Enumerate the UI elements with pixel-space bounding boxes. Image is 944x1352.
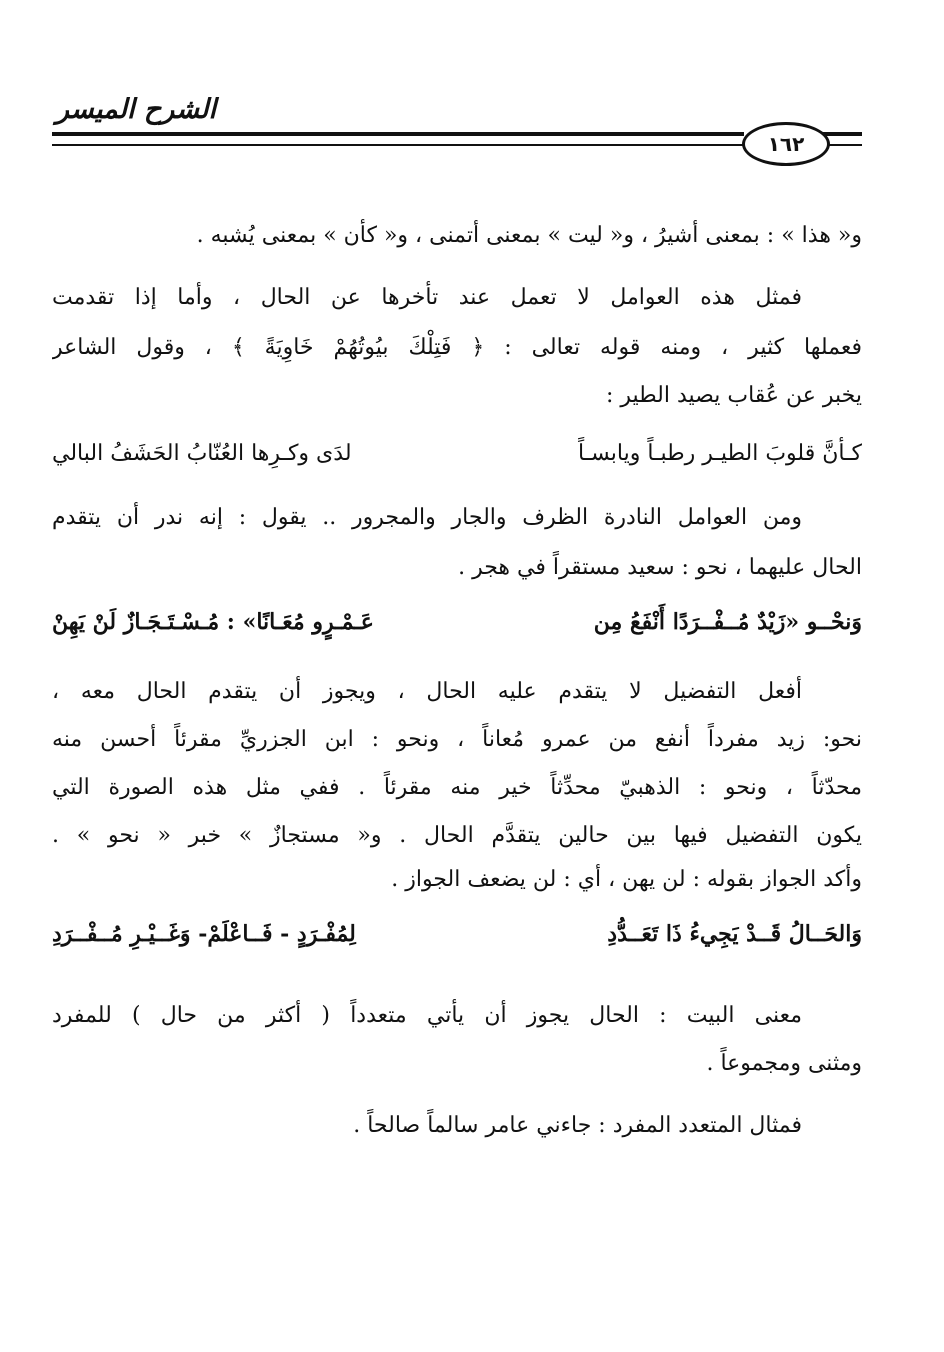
header-rule-right-thick xyxy=(822,132,862,136)
poem-second-hemistich: لدَى وكـرِها العُنّابُ الحَشَفُ البالي xyxy=(52,441,352,466)
text-line: و« هذا » : بمعنى أشيرُ ، و« ليت » بمعنى أتمنى ، و« كأن » بمعنى يُشبه . xyxy=(196,223,862,248)
header-rule-thick xyxy=(52,132,744,136)
text-line: معنى البيت : الحال يجوز أن يأتي متعدداً ( أكثر من حال ) للمفرد xyxy=(52,1003,802,1028)
text-line: نحو: زيد مفرداً أنفع من عمرو مُعاناً ، ونحو : ابن الجزريِّ مقرئاً أحسن منه xyxy=(52,727,862,752)
alfiya-verse xyxy=(52,600,862,644)
text-line: محدّثاً ، ونحو : الذهبيّ محدِّثاً خير منه مقرئاً . ففي مثل هذه الصورة التي xyxy=(52,775,862,800)
page-number-oval xyxy=(742,122,830,166)
page-number: ١٦٢ xyxy=(767,132,805,156)
header-rule-thin xyxy=(52,144,744,146)
text-line: فعملها كثير ، ومنه قوله تعالى : ﴿ فَتِلْكَ بيُوتُهُمْ خَاوِيَةً ﴾ ، وقول الشاعر xyxy=(52,335,862,360)
text-line: ومن العوامل النادرة الظرف والجار والمجرور .. يقول : إنه ندر أن يتقدم xyxy=(52,505,802,530)
poem-verse xyxy=(52,432,862,476)
text-line: فمثل هذه العوامل لا تعمل عند تأخرها عن الحال ، وأما إذا تقدمت xyxy=(52,285,802,310)
verse-second-hemistich: عَـمْـرٍو مُعَـانًا» : مُـسْـتَـجَـازٌ لَنْ يَهِنْ xyxy=(52,609,374,635)
text-line: فمثال المتعدد المفرد : جاءني عامر سالماً صالحاً . xyxy=(353,1113,802,1138)
text-line: وأكد الجواز بقوله : لن يهن ، أي : لن يضعف الجواز . xyxy=(391,867,862,892)
running-title: الشرح الميسر xyxy=(56,94,217,125)
text-line: أفعل التفضيل لا يتقدم عليه الحال ، ويجوز أن يتقدم الحال معه ، xyxy=(52,679,802,704)
verse-second-hemistich: لِمُفْـرَدٍ - فَــاعْلَمْ- وَغَــيْـرِ مُــفْــرَدِ xyxy=(52,921,356,947)
verse-first-hemistich: وَالحَــالُ قَــدْ يَجِيءُ ذَا تَعَــدُّدِ xyxy=(607,921,862,947)
text-line: الحال عليهما ، نحو : سعيد مستقراً في هجر . xyxy=(458,555,862,580)
text-line: يخبر عن عُقاب يصيد الطير : xyxy=(605,383,862,408)
verse-first-hemistich: وَنحْــو «زَيْدٌ مُــفْــرَدًا أَنْفَعُ مِن xyxy=(593,609,862,635)
text-line: ومثنى ومجموعاً . xyxy=(706,1051,862,1076)
poem-first-hemistich: كـأنَّ قلوبَ الطيـر رطبـاً ويابسـاً xyxy=(578,441,862,466)
text-line: يكون التفضيل فيها بين حالين يتقدَّم الحال . و« مستجازٌ » خبر « نحو » . xyxy=(52,823,862,848)
alfiya-verse xyxy=(52,912,862,956)
page-header xyxy=(0,0,944,170)
